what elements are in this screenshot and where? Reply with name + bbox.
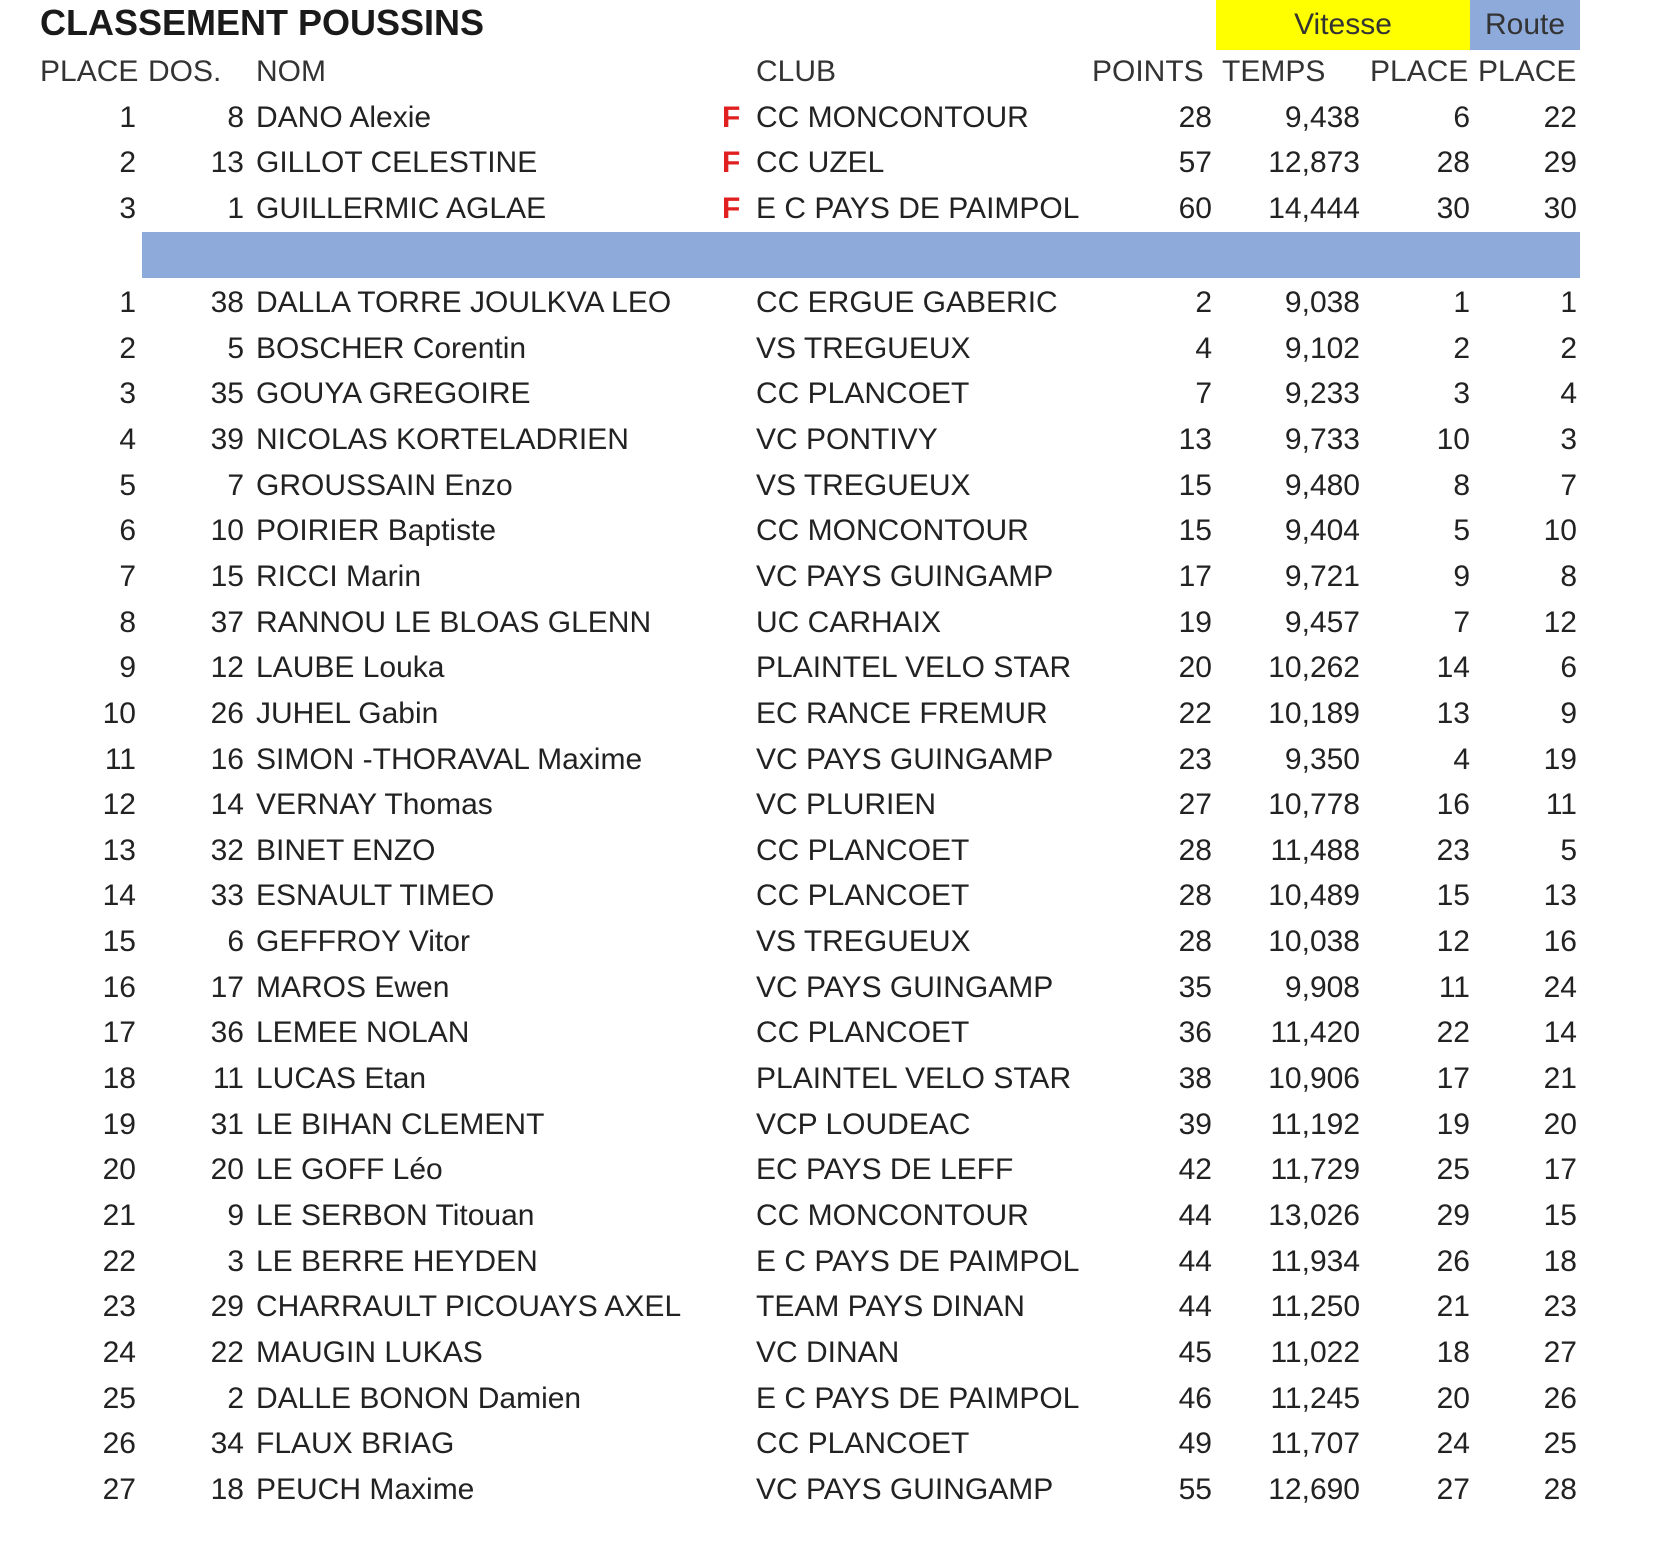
cell-nom: MAROS Ewen <box>256 970 450 1004</box>
cell-flag: F <box>722 146 741 180</box>
cell-points: 28 <box>1178 833 1212 867</box>
cell-dos: 31 <box>210 1107 244 1141</box>
cell-points: 15 <box>1178 468 1212 502</box>
cell-place-route: 10 <box>1543 514 1577 548</box>
cell-dos: 22 <box>210 1335 244 1369</box>
cell-dos: 11 <box>212 1062 244 1096</box>
cell-place-route: 6 <box>1560 651 1577 685</box>
cell-temps: 9,233 <box>1284 377 1360 411</box>
cell-points: 20 <box>1178 651 1212 685</box>
cell-place-vitesse: 14 <box>1436 651 1470 685</box>
cell-place-vitesse: 6 <box>1453 101 1470 134</box>
cell-place-vitesse: 30 <box>1436 191 1470 225</box>
cell-temps: 11,022 <box>1270 1335 1360 1369</box>
cell-place: 25 <box>102 1381 136 1415</box>
cell-place: 2 <box>119 331 136 365</box>
cell-flag: F <box>722 101 741 134</box>
cell-points: 42 <box>1178 1153 1212 1187</box>
cell-place: 1 <box>119 286 136 319</box>
cell-club: PLAINTEL VELO STAR <box>756 651 1072 685</box>
cell-flag: F <box>722 191 741 225</box>
cell-place: 17 <box>102 1016 136 1050</box>
cell-place-vitesse: 12 <box>1436 925 1470 959</box>
cell-club: E C PAYS DE PAIMPOL <box>756 191 1080 225</box>
cell-place-vitesse: 9 <box>1453 559 1470 593</box>
cell-place-vitesse: 18 <box>1436 1335 1470 1369</box>
cell-place-vitesse: 28 <box>1436 146 1470 180</box>
group-header-route: Route <box>1470 0 1580 50</box>
cell-place-route: 9 <box>1560 696 1577 730</box>
cell-club: CC PLANCOET <box>756 879 970 913</box>
cell-club: VS TREGUEUX <box>756 925 971 959</box>
cell-club: CC MONCONTOUR <box>756 514 1029 548</box>
page-title: CLASSEMENT POUSSINS <box>40 2 485 43</box>
cell-place-vitesse: 19 <box>1436 1107 1470 1141</box>
cell-place-route: 20 <box>1543 1107 1577 1141</box>
cell-nom: BOSCHER Corentin <box>256 331 527 365</box>
cell-place: 8 <box>119 605 136 639</box>
cell-dos: 2 <box>227 1381 244 1415</box>
cell-place-route: 22 <box>1543 101 1577 134</box>
cell-place: 24 <box>102 1335 136 1369</box>
cell-place: 21 <box>102 1199 136 1232</box>
cell-nom: LE GOFF Léo <box>256 1153 443 1187</box>
cell-points: 45 <box>1178 1335 1212 1369</box>
cell-temps: 13,026 <box>1268 1199 1360 1232</box>
cell-place-route: 8 <box>1560 559 1577 593</box>
cell-temps: 11,192 <box>1270 1107 1360 1141</box>
cell-dos: 12 <box>210 651 244 685</box>
cell-nom: VERNAY Thomas <box>256 788 493 822</box>
cell-dos: 13 <box>210 146 244 180</box>
cell-place-route: 5 <box>1560 833 1577 867</box>
cell-place-route: 3 <box>1560 422 1577 456</box>
cell-place-vitesse: 11 <box>1438 970 1470 1004</box>
cell-points: 2 <box>1195 286 1212 319</box>
cell-club: PLAINTEL VELO STAR <box>756 1062 1072 1096</box>
cell-club: TEAM PAYS DINAN <box>756 1290 1025 1324</box>
cell-dos: 10 <box>210 514 244 548</box>
cell-place: 3 <box>119 377 136 411</box>
cell-club: VS TREGUEUX <box>756 468 971 502</box>
column-header-points: POINTS <box>1092 55 1204 88</box>
column-header-place-vitesse: PLACE <box>1370 55 1469 88</box>
cell-club: CC ERGUE GABERIC <box>756 286 1058 319</box>
cell-place-vitesse: 5 <box>1453 514 1470 548</box>
cell-place-route: 2 <box>1560 331 1577 365</box>
cell-points: 19 <box>1178 605 1212 639</box>
cell-place-vitesse: 2 <box>1453 331 1470 365</box>
cell-temps: 9,480 <box>1284 468 1360 502</box>
cell-place-vitesse: 15 <box>1436 879 1470 913</box>
cell-place: 1 <box>119 101 136 134</box>
cell-place-route: 4 <box>1560 377 1577 411</box>
cell-nom: DALLE BONON Damien <box>256 1381 582 1415</box>
cell-temps: 10,189 <box>1268 696 1360 730</box>
cell-place-vitesse: 24 <box>1436 1427 1470 1461</box>
cell-points: 22 <box>1178 696 1212 730</box>
cell-nom: ESNAULT TIMEO <box>256 879 495 913</box>
cell-points: 4 <box>1195 331 1212 365</box>
cell-place-route: 15 <box>1543 1199 1577 1232</box>
cell-temps: 9,908 <box>1284 970 1360 1004</box>
cell-place-route: 29 <box>1543 146 1577 180</box>
cell-club: VC DINAN <box>756 1335 900 1369</box>
cell-dos: 38 <box>210 286 244 319</box>
cell-nom: GUILLERMIC AGLAE <box>256 191 547 225</box>
cell-place: 5 <box>119 468 136 502</box>
cell-place-vitesse: 21 <box>1436 1290 1470 1324</box>
cell-place: 26 <box>102 1427 136 1461</box>
cell-place-route: 17 <box>1543 1153 1577 1187</box>
cell-temps: 9,404 <box>1284 514 1360 548</box>
cell-dos: 8 <box>227 101 244 134</box>
cell-place: 19 <box>102 1107 136 1141</box>
cell-temps: 11,245 <box>1270 1381 1360 1415</box>
cell-place-vitesse: 8 <box>1453 468 1470 502</box>
cell-nom: MAUGIN LUKAS <box>256 1335 483 1369</box>
cell-club: VC PAYS GUINGAMP <box>756 742 1054 776</box>
cell-place-route: 13 <box>1543 879 1577 913</box>
cell-place-vitesse: 27 <box>1436 1472 1470 1506</box>
cell-points: 23 <box>1178 742 1212 776</box>
cell-club: VS TREGUEUX <box>756 331 971 365</box>
cell-points: 28 <box>1178 879 1212 913</box>
cell-club: E C PAYS DE PAIMPOL <box>756 1381 1080 1415</box>
cell-place-vitesse: 26 <box>1436 1244 1470 1278</box>
cell-nom: SIMON -THORAVAL Maxime <box>256 742 643 776</box>
cell-dos: 16 <box>210 742 244 776</box>
cell-nom: NICOLAS KORTELADRIEN <box>256 422 629 456</box>
column-header-temps: TEMPS <box>1222 55 1326 88</box>
cell-place-route: 21 <box>1543 1062 1577 1096</box>
cell-place: 3 <box>119 191 136 225</box>
cell-place-route: 12 <box>1543 605 1577 639</box>
cell-points: 36 <box>1178 1016 1212 1050</box>
cell-nom: DANO Alexie <box>256 101 432 134</box>
column-header-club: CLUB <box>756 55 837 88</box>
cell-place-route: 30 <box>1543 191 1577 225</box>
cell-place-route: 18 <box>1543 1244 1577 1278</box>
cell-place-route: 1 <box>1560 286 1577 319</box>
cell-dos: 20 <box>210 1153 244 1187</box>
cell-nom: GEFFROY Vitor <box>256 925 470 959</box>
cell-temps: 9,350 <box>1284 742 1360 776</box>
cell-place-route: 25 <box>1543 1427 1577 1461</box>
cell-temps: 9,038 <box>1284 286 1360 319</box>
cell-dos: 34 <box>210 1427 244 1461</box>
cell-points: 44 <box>1178 1199 1212 1232</box>
cell-dos: 5 <box>227 331 244 365</box>
cell-place-vitesse: 4 <box>1453 742 1470 776</box>
cell-nom: BINET ENZO <box>256 833 436 867</box>
cell-points: 57 <box>1178 146 1212 180</box>
cell-place-route: 27 <box>1543 1335 1577 1369</box>
cell-place-vitesse: 23 <box>1436 833 1470 867</box>
cell-place: 9 <box>119 651 136 685</box>
cell-points: 38 <box>1178 1062 1212 1096</box>
cell-dos: 1 <box>227 191 244 225</box>
cell-temps: 10,906 <box>1268 1062 1360 1096</box>
cell-nom: POIRIER Baptiste <box>256 514 497 548</box>
cell-temps: 11,250 <box>1270 1290 1360 1324</box>
cell-club: CC PLANCOET <box>756 1016 970 1050</box>
cell-dos: 15 <box>210 559 244 593</box>
cell-nom: JUHEL Gabin <box>256 696 439 730</box>
cell-points: 13 <box>1178 422 1212 456</box>
cell-dos: 36 <box>210 1016 244 1050</box>
cell-place: 14 <box>102 879 136 913</box>
cell-nom: GILLOT CELESTINE <box>256 146 538 180</box>
cell-place-route: 26 <box>1543 1381 1577 1415</box>
cell-dos: 39 <box>210 422 244 456</box>
cell-place: 2 <box>119 146 136 180</box>
cell-place: 11 <box>104 742 136 776</box>
cell-points: 49 <box>1178 1427 1212 1461</box>
cell-place-vitesse: 7 <box>1453 605 1470 639</box>
cell-club: VC PONTIVY <box>756 422 938 456</box>
cell-place-vitesse: 16 <box>1436 788 1470 822</box>
cell-temps: 9,721 <box>1284 559 1360 593</box>
cell-club: VC PAYS GUINGAMP <box>756 559 1054 593</box>
cell-temps: 9,438 <box>1284 101 1360 134</box>
cell-place: 7 <box>119 559 136 593</box>
cell-points: 17 <box>1178 559 1212 593</box>
cell-temps: 10,262 <box>1268 651 1360 685</box>
cell-temps: 11,707 <box>1270 1427 1360 1461</box>
cell-nom: GOUYA GREGOIRE <box>256 377 531 411</box>
cell-dos: 18 <box>210 1472 244 1506</box>
column-header-dos: DOS. <box>148 55 222 88</box>
cell-dos: 32 <box>210 833 244 867</box>
cell-points: 35 <box>1178 970 1212 1004</box>
cell-place: 22 <box>102 1244 136 1278</box>
cell-temps: 11,934 <box>1270 1244 1360 1278</box>
cell-club: CC MONCONTOUR <box>756 1199 1029 1232</box>
cell-nom: LE BIHAN CLEMENT <box>256 1107 545 1141</box>
cell-place-vitesse: 10 <box>1436 422 1470 456</box>
cell-dos: 37 <box>210 605 244 639</box>
cell-points: 28 <box>1178 925 1212 959</box>
cell-temps: 14,444 <box>1268 191 1360 225</box>
cell-place: 6 <box>119 514 136 548</box>
cell-place-route: 24 <box>1543 970 1577 1004</box>
cell-club: VC PAYS GUINGAMP <box>756 1472 1054 1506</box>
cell-club: VC PLURIEN <box>756 788 937 822</box>
cell-place: 27 <box>102 1472 136 1506</box>
cell-place-vitesse: 25 <box>1436 1153 1470 1187</box>
cell-place: 12 <box>102 788 136 822</box>
cell-temps: 9,102 <box>1284 331 1360 365</box>
cell-nom: LAUBE Louka <box>256 651 445 685</box>
cell-club: VC PAYS GUINGAMP <box>756 970 1054 1004</box>
cell-points: 7 <box>1195 377 1212 411</box>
column-header-place-route: PLACE <box>1478 55 1577 88</box>
cell-temps: 11,420 <box>1270 1016 1360 1050</box>
cell-nom: RICCI Marin <box>256 559 422 593</box>
cell-nom: CHARRAULT PICOUAYS AXEL <box>256 1290 682 1324</box>
cell-club: E C PAYS DE PAIMPOL <box>756 1244 1080 1278</box>
cell-place-route: 19 <box>1543 742 1577 776</box>
cell-place-route: 28 <box>1543 1472 1577 1506</box>
cell-nom: LEMEE NOLAN <box>256 1016 470 1050</box>
cell-points: 39 <box>1178 1107 1212 1141</box>
cell-points: 27 <box>1178 788 1212 822</box>
cell-place-vitesse: 1 <box>1453 286 1470 319</box>
cell-nom: FLAUX BRIAG <box>256 1427 455 1461</box>
cell-place-vitesse: 22 <box>1436 1016 1470 1050</box>
cell-temps: 10,038 <box>1268 925 1360 959</box>
cell-nom: LE BERRE HEYDEN <box>256 1244 538 1278</box>
cell-place-vitesse: 3 <box>1453 377 1470 411</box>
cell-club: EC PAYS DE LEFF <box>756 1153 1014 1187</box>
cell-dos: 9 <box>227 1199 244 1232</box>
cell-place: 23 <box>102 1290 136 1324</box>
cell-place-route: 11 <box>1545 788 1577 822</box>
cell-dos: 35 <box>210 377 244 411</box>
cell-club: CC UZEL <box>756 146 885 180</box>
cell-club: CC PLANCOET <box>756 833 970 867</box>
cell-club: CC PLANCOET <box>756 1427 970 1461</box>
cell-place: 20 <box>102 1153 136 1187</box>
cell-club: CC MONCONTOUR <box>756 101 1029 134</box>
cell-place: 4 <box>119 422 136 456</box>
cell-temps: 10,489 <box>1268 879 1360 913</box>
cell-temps: 11,729 <box>1270 1153 1360 1187</box>
cell-place-vitesse: 13 <box>1436 696 1470 730</box>
cell-points: 60 <box>1178 191 1212 225</box>
cell-club: EC RANCE FREMUR <box>756 696 1048 730</box>
cell-dos: 33 <box>210 879 244 913</box>
cell-nom: LE SERBON Titouan <box>256 1199 535 1232</box>
cell-place-route: 16 <box>1543 925 1577 959</box>
cell-dos: 26 <box>210 696 244 730</box>
cell-nom: PEUCH Maxime <box>256 1472 475 1506</box>
cell-club: VCP LOUDEAC <box>756 1107 971 1141</box>
cell-points: 15 <box>1178 514 1212 548</box>
cell-points: 28 <box>1178 101 1212 134</box>
cell-place-route: 14 <box>1543 1016 1577 1050</box>
group-header-vitesse: Vitesse <box>1216 0 1470 50</box>
cell-points: 44 <box>1178 1244 1212 1278</box>
cell-place-route: 7 <box>1560 468 1577 502</box>
cell-nom: RANNOU LE BLOAS GLENN <box>256 605 652 639</box>
cell-nom: LUCAS Etan <box>256 1062 427 1096</box>
cell-points: 55 <box>1178 1472 1212 1506</box>
cell-place: 16 <box>102 970 136 1004</box>
cell-dos: 7 <box>227 468 244 502</box>
cell-dos: 29 <box>210 1290 244 1324</box>
cell-temps: 12,873 <box>1268 146 1360 180</box>
cell-place: 13 <box>102 833 136 867</box>
cell-temps: 9,457 <box>1284 605 1360 639</box>
cell-temps: 10,778 <box>1268 788 1360 822</box>
cell-dos: 14 <box>210 788 244 822</box>
cell-dos: 3 <box>227 1244 244 1278</box>
cell-nom: GROUSSAIN Enzo <box>256 468 513 502</box>
cell-place-route: 23 <box>1543 1290 1577 1324</box>
cell-temps: 12,690 <box>1268 1472 1360 1506</box>
cell-nom: DALLA TORRE JOULKVA LEO <box>256 286 672 319</box>
cell-place-vitesse: 29 <box>1436 1199 1470 1232</box>
cell-place: 18 <box>102 1062 136 1096</box>
cell-club: CC PLANCOET <box>756 377 970 411</box>
cell-place-vitesse: 20 <box>1436 1381 1470 1415</box>
cell-place: 15 <box>102 925 136 959</box>
cell-points: 44 <box>1178 1290 1212 1324</box>
cell-temps: 11,488 <box>1270 833 1360 867</box>
column-header-place: PLACE <box>40 55 139 88</box>
column-header-nom: NOM <box>256 55 326 88</box>
cell-temps: 9,733 <box>1284 422 1360 456</box>
cell-dos: 6 <box>227 925 244 959</box>
cell-place-vitesse: 17 <box>1436 1062 1470 1096</box>
cell-points: 46 <box>1178 1381 1212 1415</box>
cell-place: 10 <box>102 696 136 730</box>
cell-club: UC CARHAIX <box>756 605 942 639</box>
cell-dos: 17 <box>210 970 244 1004</box>
